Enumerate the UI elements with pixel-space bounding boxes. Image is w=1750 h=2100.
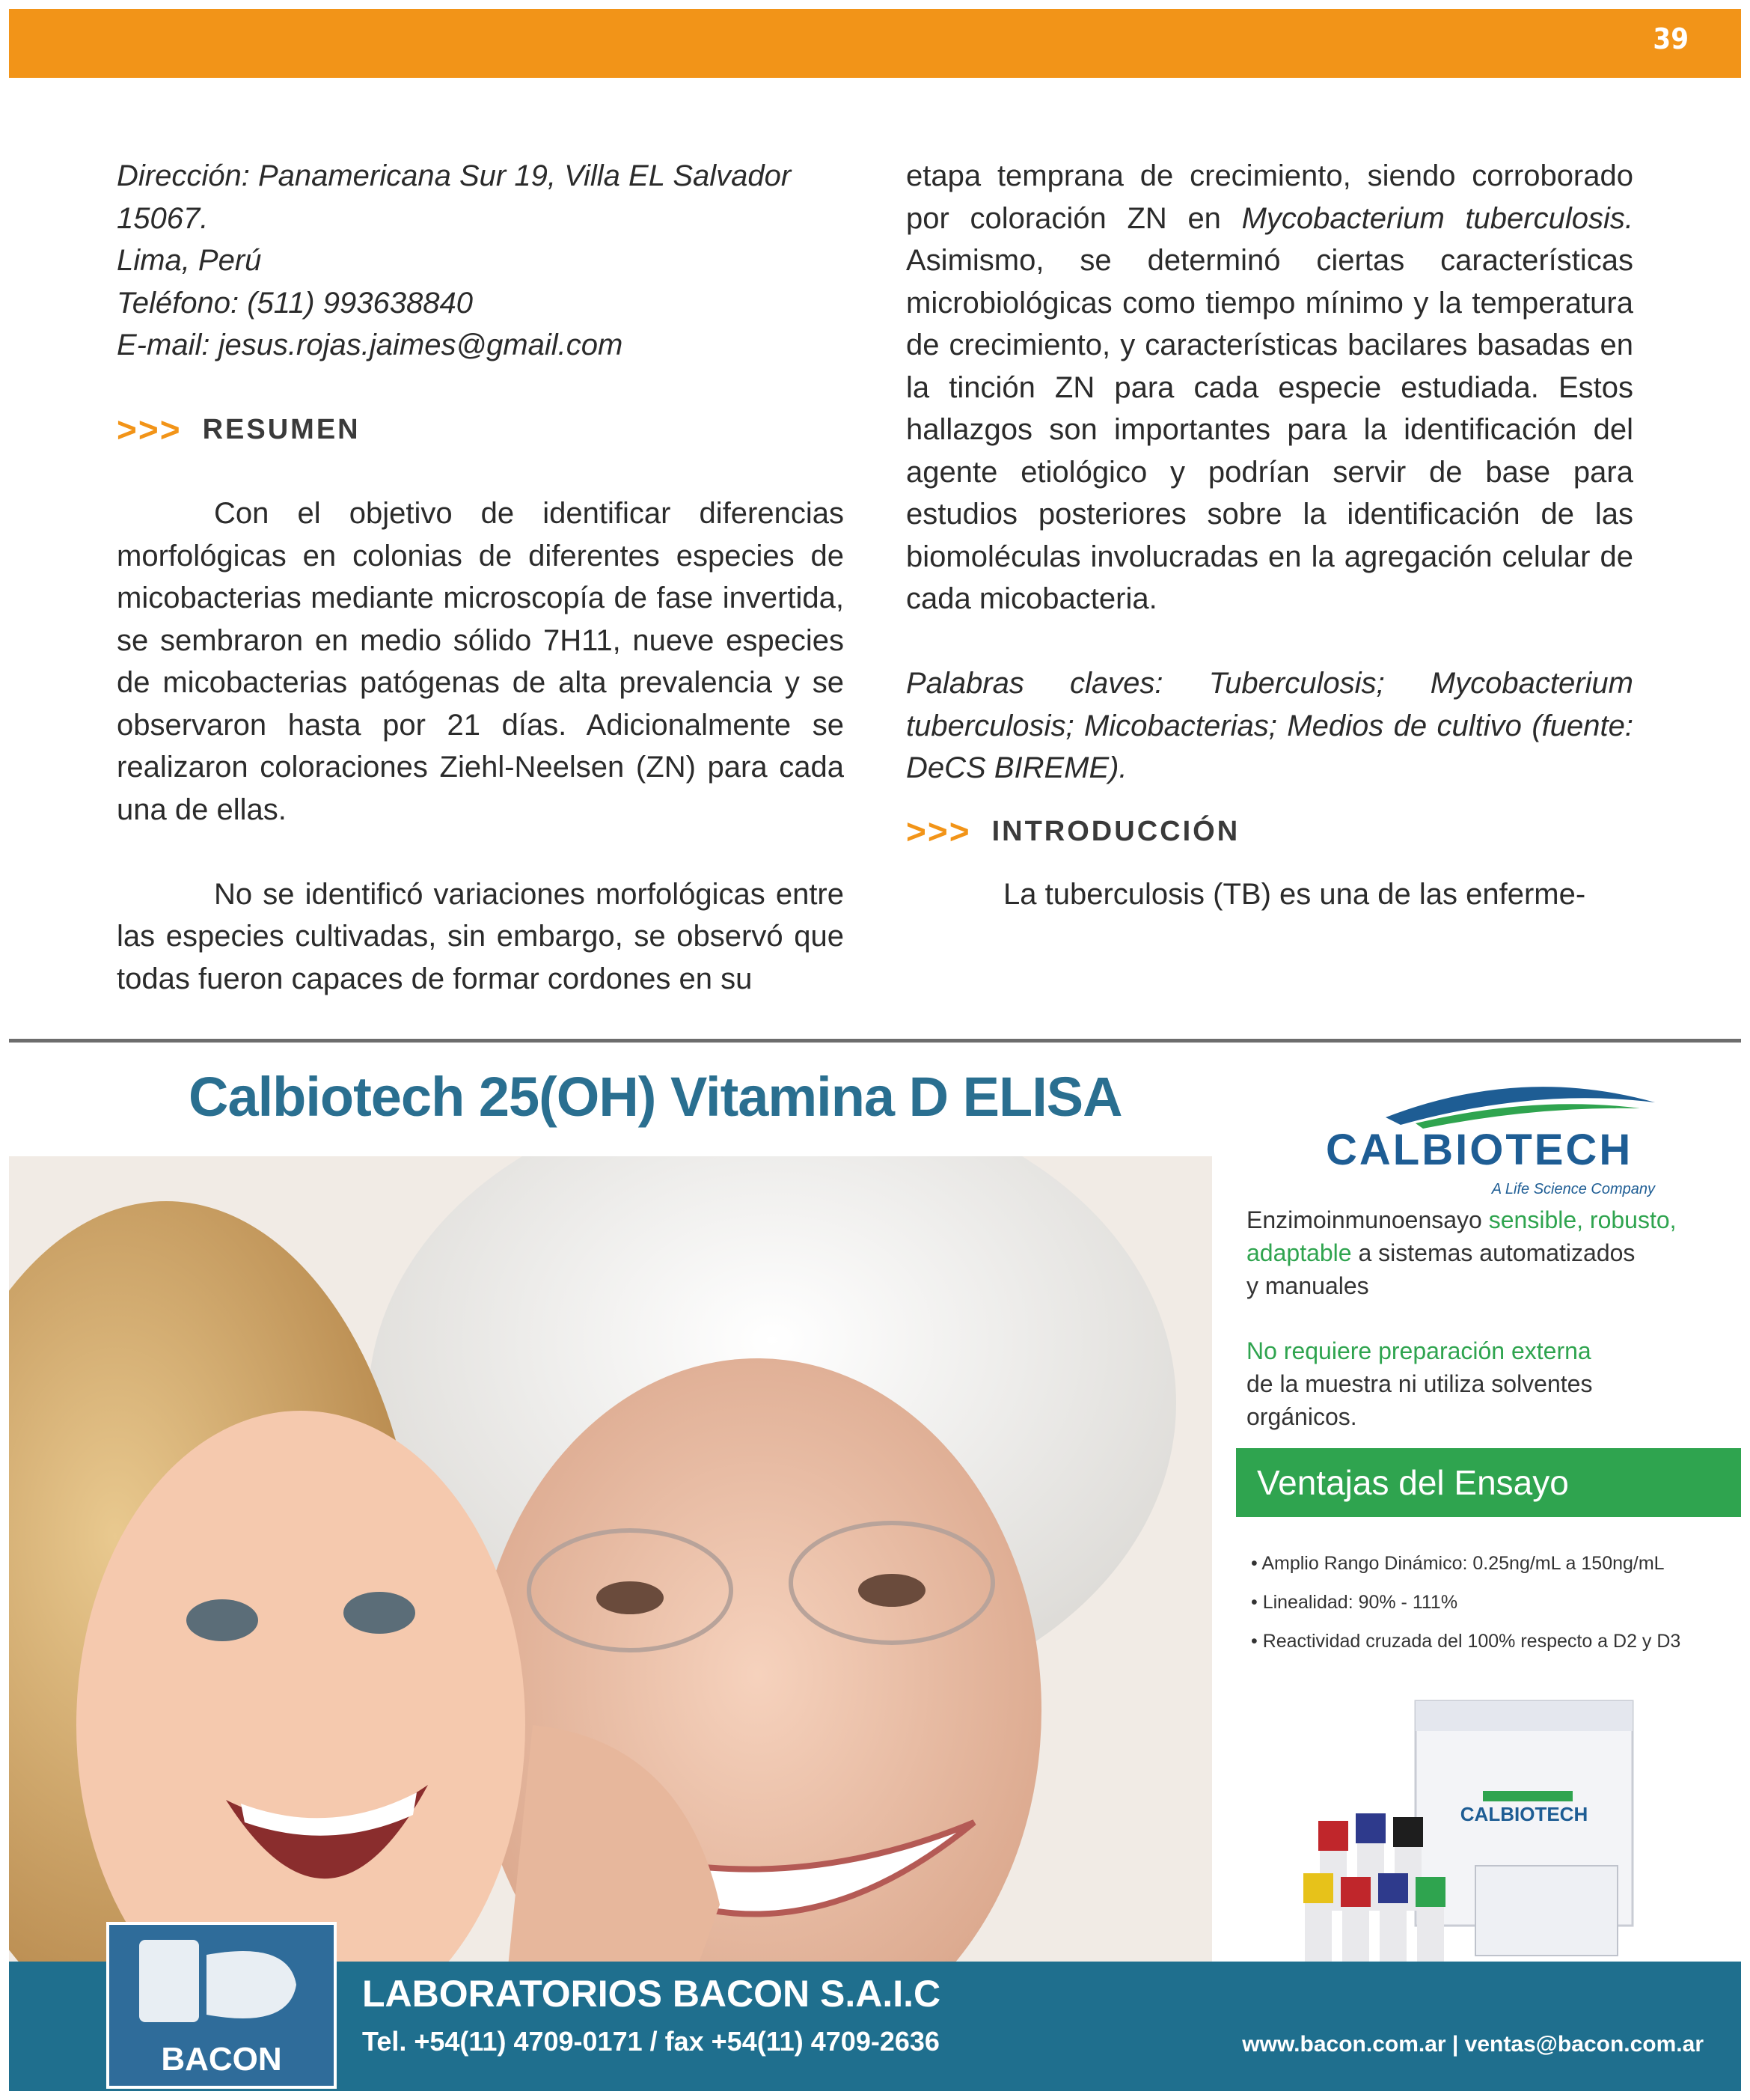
ad-copy-text-5: orgánicos. <box>1246 1403 1357 1430</box>
ad-copy-2 <box>1246 1334 1592 1433</box>
company-phone: Tel. +54(11) 4709-0171 / fax +54(11) 4709-2636 <box>362 2026 940 2057</box>
left-column <box>117 155 844 1000</box>
right-column <box>906 155 1633 916</box>
advantage-item: • Reactividad cruzada del 100% respecto a D2 y D3 <box>1251 1631 1681 1652</box>
beaker-icon <box>109 1925 334 2037</box>
section-title-introduccion: INTRODUCCIÓN <box>991 815 1240 847</box>
ad-copy-highlight-3: No requiere preparación externa <box>1246 1337 1591 1364</box>
resumen-heading <box>117 409 844 451</box>
advertisement <box>9 1043 1741 2091</box>
logo-wordmark: CALBIOTECH <box>1326 1126 1633 1174</box>
product-label: CALBIOTECH <box>1460 1803 1588 1825</box>
ad-copy-1 <box>1246 1203 1677 1302</box>
logo-tagline: A Life Science Company <box>1491 1181 1655 1197</box>
ad-copy-text-4: de la muestra ni utiliza solventes <box>1246 1370 1593 1397</box>
ad-copy-text: Enzimoinmunoensayo <box>1246 1206 1489 1233</box>
contact-phone: Teléfono: (511) 993638840 <box>117 286 473 320</box>
contact-city: Lima, Perú <box>117 244 262 277</box>
advantage-item: • Amplio Rango Dinámico: 0.25ng/mL a 150ng/mL <box>1251 1553 1665 1574</box>
contact-address: Dirección: Panamericana Sur 19, Villa EL Salvador 15067. <box>117 159 792 235</box>
elisa-kit-icon <box>1303 1686 1640 2000</box>
ad-copy-text-2: a sistemas automatizados <box>1351 1239 1636 1266</box>
contact-block <box>117 155 844 367</box>
bacon-logo <box>106 1922 337 2089</box>
intro-heading <box>906 811 1633 853</box>
advantages-list <box>1251 1544 1680 1661</box>
species-name: Mycobacterium tuberculosis. <box>1241 201 1633 235</box>
ad-copy-highlight: sensible, robusto, <box>1488 1206 1677 1233</box>
arrows-icon: >>> <box>906 811 971 851</box>
section-title-resumen: RESUMEN <box>202 413 361 445</box>
bacon-logo-text: BACON <box>161 2041 282 2078</box>
abstract-paragraph-1: Con el objetivo de identificar diferencias morfológicas en colonias de diferentes especies de micobacterias mediante microscopía de fase invertida, se sembraron en medio sólido 7H11, nueve especies de micobacterias patógenas de alta prevalencia y se observaron hasta por 21 días. Adicionalmente se realizaron coloraciones Ziehl-Neelsen (ZN) para cada una de ellas. <box>117 497 844 826</box>
keywords: Palabras claves: Tuberculosis; Mycobacterium tuberculosis; Micobacterias; Medios de cultivo (fuente: DeCS BIREME). <box>906 667 1633 784</box>
ad-title: Calbiotech 25(OH) Vitamina D ELISA <box>189 1066 1122 1128</box>
arrows-icon: >>> <box>117 409 182 449</box>
swoosh-icon <box>1371 1072 1715 1132</box>
company-web: www.bacon.com.ar | ventas@bacon.com.ar <box>1242 2032 1704 2057</box>
ventajas-banner: Ventajas del Ensayo <box>1236 1448 1741 1517</box>
page-number: 39 <box>1653 22 1689 55</box>
header-bar <box>9 9 1741 78</box>
abstract-paragraph-continued <box>906 155 1633 620</box>
calbiotech-logo <box>1326 1072 1670 1197</box>
advantage-item: • Linealidad: 90% - 111% <box>1251 1592 1458 1613</box>
ad-copy-highlight-2: adaptable <box>1246 1239 1352 1266</box>
abstract-text: etapa temprana de crecimiento, siendo corroborado por coloración ZN en <box>906 159 1633 235</box>
ad-copy-text-3: y manuales <box>1246 1272 1369 1299</box>
abstract-paragraph-2: No se identificó variaciones morfológicas entre las especies cultivadas, sin embargo, se observó que todas fueron capaces de formar cordones en su <box>117 877 844 995</box>
product-kit-image <box>1303 1686 1640 2000</box>
intro-paragraph: La tuberculosis (TB) es una de las enferme- <box>1003 878 1586 911</box>
abstract-text-2: Asimismo, se determinó ciertas características microbiológicas como tiempo mínimo y la temperatura de crecimiento, y características bacilares basadas en la tinción ZN para cada especie estudiada. Estos hallazgos son importantes para la identificación del agente etiológico y podrían servir de base para estudios posteriores sobre la identificación de las biomoléculas involucradas en la agregación celular de cada micobacteria. <box>906 244 1633 615</box>
contact-email: E-mail: jesus.rojas.jaimes@gmail.com <box>117 329 623 361</box>
company-name: LABORATORIOS BACON S.A.I.C <box>362 1973 941 2015</box>
